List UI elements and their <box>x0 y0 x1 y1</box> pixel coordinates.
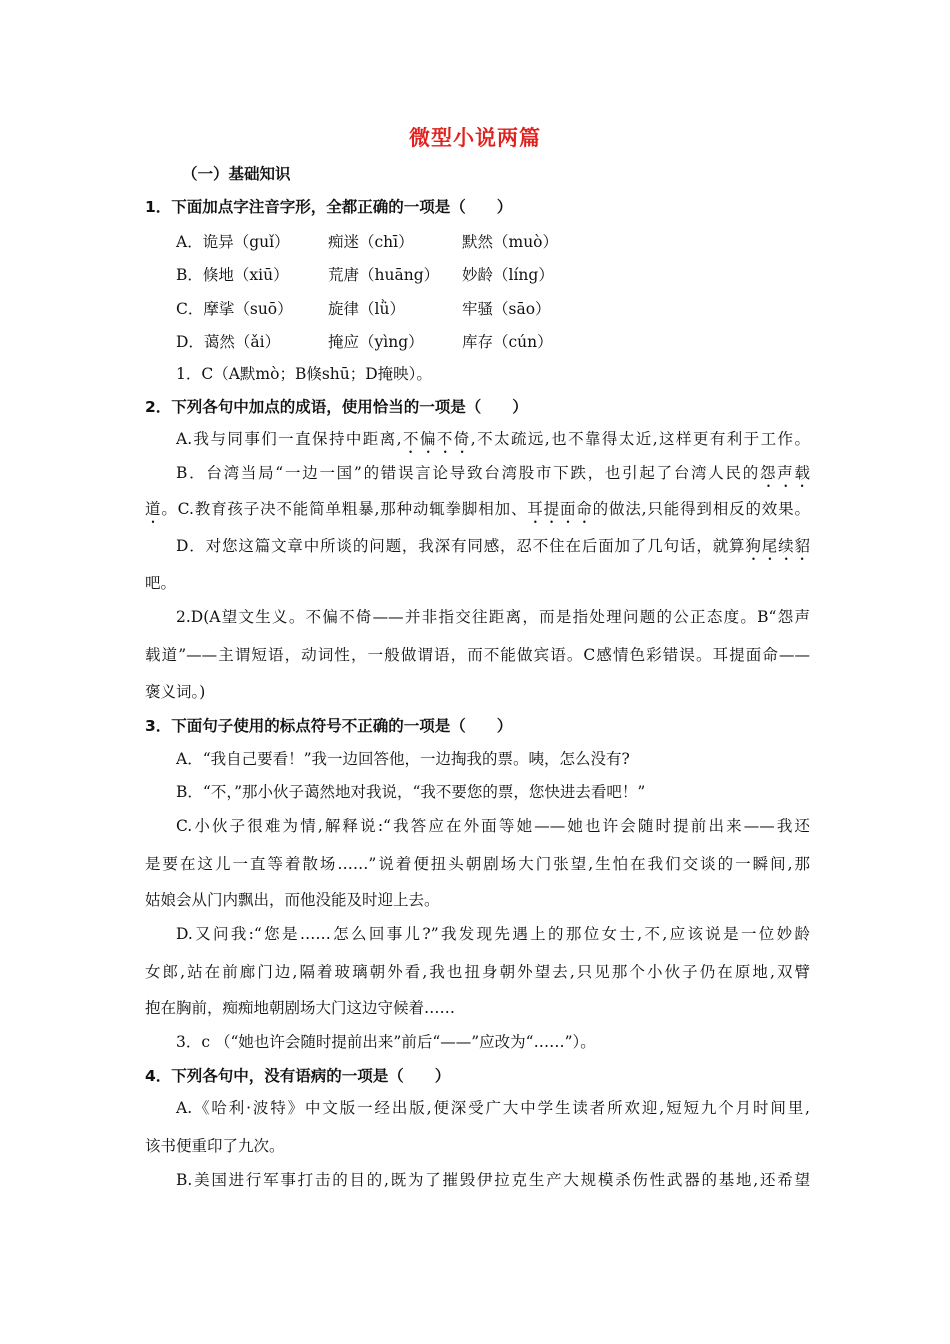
q1-option-d-2: 掩应（yìng） <box>328 333 424 351</box>
q1-option-b-2: 荒唐（huāng） <box>328 266 440 284</box>
q3-stem: 3．下面句子使用的标点符号不正确的一项是（ ） <box>145 717 513 735</box>
q2-answer-line2: 载道”——主谓短语，动词性，一般做谓语，而不能做宾语。C感情色彩错误。耳提面命—— <box>145 646 810 664</box>
q1-option-c-3: 牢骚（sāo） <box>462 300 551 318</box>
q4-option-a-line1: A.《哈利·波特》中文版一经出版,便深受广大中学生读者所欢迎,短短九个月时间里, <box>176 1099 810 1117</box>
q1-option-d-3: 库存（cún） <box>462 333 553 351</box>
q2-stem: 2．下列各句中加点的成语，使用恰当的一项是（ ） <box>145 398 528 416</box>
q3-option-c-line2: 是要在这儿一直等着散场……”说着便扭头朝剧场大门张望,生怕在我们交谈的一瞬间,那 <box>145 855 810 873</box>
q1-option-b-1: B．倏地（xiū） <box>176 266 289 284</box>
q4-option-b-line1: B.美国进行军事打击的目的,既为了摧毁伊拉克生产大规模杀伤性武器的基地,还希望 <box>176 1171 810 1189</box>
q2-option-b-line1: B．台湾当局“一边一国”的错误言论导致台湾股市下跌，也引起了台湾人民的怨声载 <box>176 464 810 482</box>
q3-option-c-line3: 姑娘会从门内飘出，而他没能及时迎上去。 <box>145 891 440 909</box>
q1-option-c-1: C．摩挲（suō） <box>176 300 293 318</box>
q2-b-idiom-part2: 道 <box>145 500 162 518</box>
q1-option-d-1: D．蔼然（ǎi） <box>176 333 281 351</box>
q4-stem: 4．下列各句中，没有语病的一项是（ ） <box>145 1067 451 1085</box>
section-heading: （一）基础知识 <box>182 165 291 183</box>
q3-answer: 3．c （“她也许会随时提前出来”前后“——”应改为“……”）。 <box>176 1033 596 1051</box>
q1-option-c-2: 旋律（lǜ） <box>328 300 405 318</box>
q3-option-d-line1: D.又问我:“您是……怎么回事儿?”我发现先遇上的那位女士,不,应该说是一位妙龄 <box>176 925 810 943</box>
q2-answer-line3: 褒义词。) <box>145 683 206 701</box>
q2-option-d-line2: 吧。 <box>145 574 177 592</box>
q1-option-b-3: 妙龄（líng） <box>462 266 554 284</box>
q2-a-idiom: 不偏不倚 <box>401 430 471 448</box>
q2-option-d-line1: D．对您这篇文章中所谈的问题，我深有同感，忍不住在后面加了几句话，就算狗尾续貂 <box>176 537 810 555</box>
q3-option-b: B．“不，”那小伙子蔼然地对我说，“我不要您的票，您快进去看吧！” <box>176 783 646 801</box>
q2-d-idiom: 狗尾续貂 <box>745 537 810 555</box>
q3-option-a: A．“我自己要看！”我一边回答他，一边掏我的票。咦，怎么没有? <box>176 750 630 768</box>
q4-option-a-line2: 该书便重印了九次。 <box>145 1137 285 1155</box>
q2-option-a: A.我与同事们一直保持中距离,不偏不倚,不太疏远,也不靠得太近,这样更有利于工作。 <box>176 430 810 448</box>
q2-c-idiom: 耳提面命 <box>527 500 593 518</box>
q3-option-c-line1: C.小伙子很难为情,解释说:“我答应在外面等她——她也许会随时提前出来——我还 <box>176 817 810 835</box>
q2-b-idiom-part1: 怨声载 <box>760 464 810 482</box>
q3-option-d-line3: 抱在胸前，痴痴地朝剧场大门这边守候着…… <box>145 999 456 1017</box>
q1-stem: 1．下面加点字注音字形，全都正确的一项是（ ） <box>145 198 513 216</box>
q1-answer: 1．C（A默mò；B倏shū；D掩映）。 <box>176 365 432 383</box>
q1-option-a-1: A．诡异（guǐ） <box>176 233 290 251</box>
q3-option-d-line2: 女郎,站在前廊门边,隔着玻璃朝外看,我也扭身朝外望去,只见那个小伙子仍在原地,双臂 <box>145 963 810 981</box>
q1-option-a-3: 默然（muò） <box>462 233 559 251</box>
q2-option-b-line2: 道。C.教育孩子决不能简单粗暴,那种动辄拳脚相加、耳提面命的做法,只能得到相反的效果。 <box>145 500 810 518</box>
q1-option-a-2: 痴迷（chī） <box>328 233 414 251</box>
document-title: 微型小说两篇 <box>409 126 541 150</box>
q2-answer-line1: 2.D(A望文生义。不偏不倚——并非指交往距离，而是指处理问题的公正态度。B“怨声 <box>176 608 810 626</box>
